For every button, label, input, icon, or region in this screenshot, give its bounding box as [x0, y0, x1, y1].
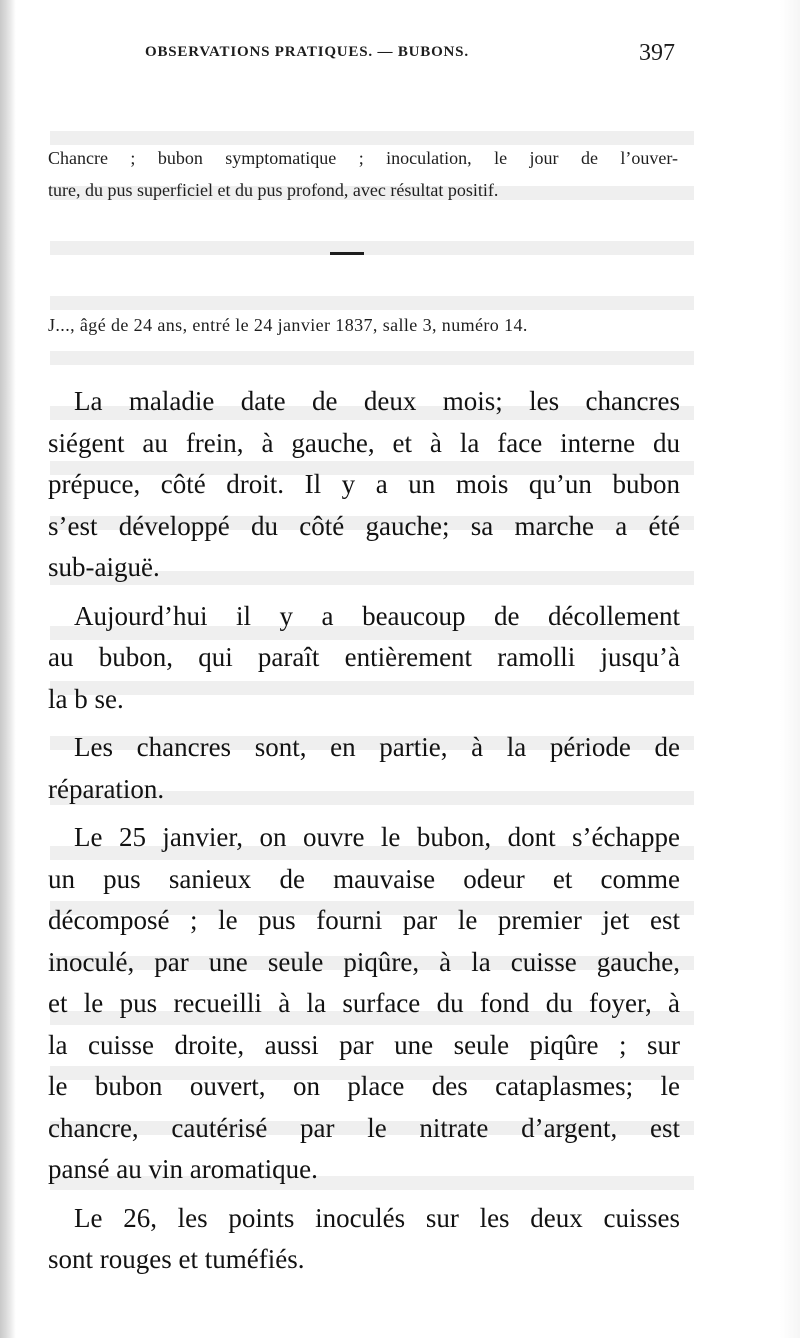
- running-head: [145, 40, 675, 70]
- page-gutter-shadow: [0, 0, 16, 1338]
- text-line: sont rouges et tuméfiés.: [48, 1244, 305, 1274]
- text-line: Le 25 janvier, on ouvre le bubon, dont s’échappe: [74, 822, 680, 852]
- text-line: La maladie date de deux mois; les chancres: [74, 386, 680, 416]
- paragraph: [48, 596, 680, 721]
- paragraph: [48, 1198, 680, 1281]
- text-line: un pus sanieux de mauvaise odeur et comme: [48, 863, 680, 894]
- text-line: la b se.: [48, 683, 124, 714]
- case-summary-line: Chancre ; bubon symptomatique ; inoculation, le jour de l’ouver-: [48, 148, 678, 168]
- text-line: inoculé, par une seule piqûre, à la cuisse gauche,: [48, 946, 680, 977]
- case-summary-line: ture, du pus superficiel et du pus profond, avec résultat positif.: [48, 180, 499, 200]
- case-patient-line: J..., âgé de 24 ans, entré le 24 janvier 1837, salle 3, numéro 14.: [48, 315, 528, 335]
- text-line: la cuisse droite, aussi par une seule piqûre ; sur: [48, 1029, 680, 1060]
- text-line: décomposé ; le pus fourni par le premier jet est: [48, 905, 680, 935]
- text-line: réparation.: [48, 773, 165, 804]
- text-line: Les chancres sont, en partie, à la période de: [74, 732, 680, 762]
- case-summary: [48, 142, 678, 206]
- section-rule: [330, 252, 364, 255]
- text-line: sub-aiguë.: [48, 552, 160, 582]
- text-line: pansé au vin aromatique.: [48, 1154, 318, 1184]
- text-line: siégent au frein, à gauche, et à la face interne du: [48, 427, 680, 458]
- text-line: chancre, cautérisé par le nitrate d’argent, est: [48, 1112, 680, 1143]
- text-line: au bubon, qui paraît entièrement ramolli jusqu’à: [48, 642, 680, 672]
- text-line: Aujourd’hui il y a beaucoup de décollement: [74, 600, 680, 631]
- paragraph: [48, 381, 680, 589]
- text-line: Le 26, les points inoculés sur les deux cuisses: [74, 1202, 680, 1233]
- paragraph: [48, 727, 680, 810]
- text-line: et le pus recueilli à la surface du fond du foyer, à: [48, 988, 680, 1018]
- page-number: 397: [639, 40, 675, 66]
- body-text: [48, 381, 680, 1288]
- text-line: prépuce, côté droit. Il y a un mois qu’un bubon: [48, 469, 680, 499]
- paragraph: [48, 817, 680, 1191]
- running-title: OBSERVATIONS PRATIQUES. — BUBONS.: [145, 44, 469, 60]
- text-line: le bubon ouvert, on place des cataplasmes; le: [48, 1071, 680, 1101]
- text-line: s’est développé du côté gauche; sa marche a été: [48, 510, 680, 541]
